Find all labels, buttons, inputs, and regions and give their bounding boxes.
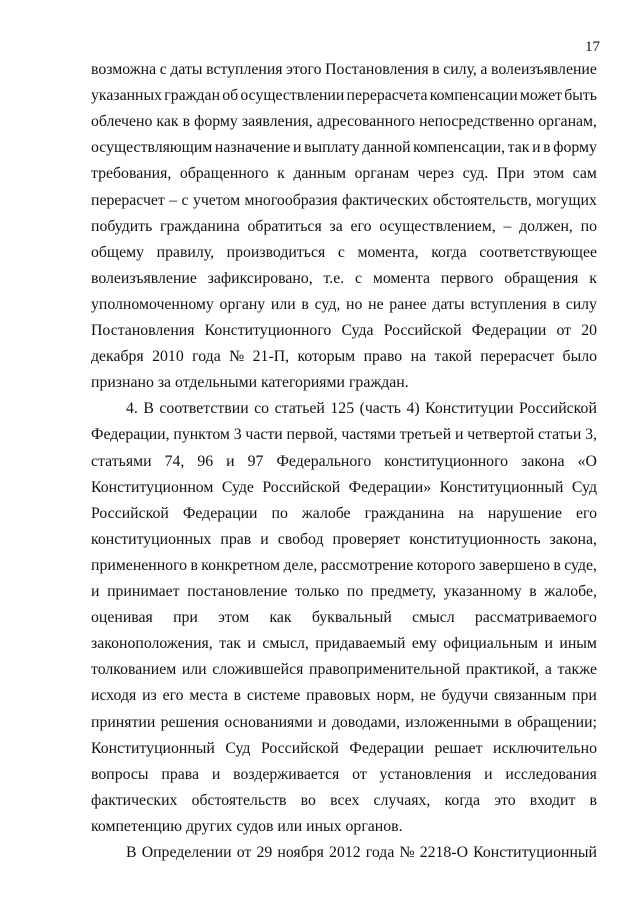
word: или bbox=[270, 295, 296, 313]
text-line: признано за отдельными категориями граждан. bbox=[91, 374, 409, 392]
word: иным bbox=[559, 635, 597, 653]
word: обстоятельств bbox=[191, 791, 287, 809]
word: 125 bbox=[330, 400, 355, 418]
word: исходя bbox=[91, 687, 137, 705]
word: в bbox=[529, 583, 537, 600]
word: доводами, bbox=[331, 713, 400, 731]
word: решает bbox=[434, 739, 483, 757]
word: его bbox=[350, 217, 372, 235]
word: прав bbox=[220, 530, 252, 548]
word: общему bbox=[91, 243, 145, 261]
word: этого bbox=[286, 61, 322, 78]
word: так bbox=[219, 635, 241, 653]
word: по bbox=[580, 217, 597, 235]
word: 29 bbox=[256, 844, 273, 861]
word: статьи bbox=[538, 426, 582, 444]
word: осуществлении bbox=[240, 87, 345, 105]
word: за bbox=[329, 217, 343, 235]
word: к bbox=[589, 269, 597, 287]
text-line bbox=[91, 83, 597, 109]
word: не bbox=[420, 687, 436, 705]
word: Суде bbox=[221, 478, 254, 496]
word: решения bbox=[160, 713, 219, 731]
word: правовых bbox=[306, 687, 371, 705]
word: по bbox=[346, 583, 364, 600]
word: когда bbox=[431, 243, 467, 261]
word: В bbox=[126, 844, 137, 861]
word: во bbox=[300, 791, 316, 809]
word: волеизъявление bbox=[91, 269, 197, 287]
word: Постановления bbox=[91, 322, 195, 339]
word: пунктом bbox=[173, 426, 230, 444]
text-line bbox=[91, 710, 597, 736]
word: и bbox=[454, 426, 464, 444]
word: Российской bbox=[262, 478, 341, 496]
word: от bbox=[352, 765, 367, 783]
word: даты bbox=[432, 295, 465, 313]
word: исследования bbox=[505, 765, 597, 783]
word: органам, bbox=[538, 113, 597, 131]
word: с bbox=[355, 269, 363, 287]
word: и bbox=[544, 635, 553, 653]
word: в bbox=[182, 113, 191, 131]
word: норм, bbox=[376, 687, 415, 705]
word: – bbox=[169, 191, 178, 209]
text-line bbox=[91, 579, 597, 605]
word: случаях, bbox=[373, 791, 431, 809]
word: в bbox=[543, 139, 551, 157]
text-line bbox=[91, 266, 597, 292]
word: ему bbox=[411, 635, 437, 653]
word: только bbox=[295, 583, 340, 600]
word: гражданина bbox=[160, 217, 240, 235]
word: при bbox=[173, 609, 198, 627]
word: гражданина bbox=[364, 504, 445, 522]
word: ноября bbox=[277, 844, 324, 861]
word: жалобе bbox=[301, 504, 351, 522]
word: компенсации bbox=[429, 87, 518, 105]
word: деле, bbox=[283, 556, 318, 574]
word: Федерации bbox=[182, 504, 258, 522]
word: будучи bbox=[441, 687, 489, 705]
word: и bbox=[211, 765, 221, 783]
word: ранее bbox=[389, 295, 427, 313]
word: В bbox=[143, 400, 154, 418]
word: исключительно bbox=[493, 739, 597, 757]
word: право bbox=[363, 348, 403, 366]
word: года bbox=[365, 844, 395, 861]
word: т.е. bbox=[323, 269, 345, 287]
text-line bbox=[91, 683, 597, 709]
word: компенсации, bbox=[413, 139, 506, 157]
word: конституционность bbox=[409, 530, 541, 548]
text-line bbox=[91, 449, 597, 475]
word: Конституционный bbox=[91, 739, 215, 757]
word: могущих bbox=[536, 191, 597, 209]
word: Федерального bbox=[276, 452, 372, 470]
word: с bbox=[159, 61, 167, 78]
word: в bbox=[552, 295, 560, 313]
word: 2010 bbox=[152, 348, 184, 366]
word: свобод bbox=[277, 530, 324, 548]
word: статьей bbox=[274, 400, 325, 418]
text-line bbox=[91, 736, 597, 762]
word: органу bbox=[219, 295, 266, 313]
word: данной bbox=[362, 139, 411, 157]
text-line bbox=[126, 396, 597, 422]
word: основаниями bbox=[224, 713, 313, 731]
word: и bbox=[532, 139, 541, 157]
text-line bbox=[91, 762, 597, 788]
word: его bbox=[162, 687, 184, 705]
word: в bbox=[301, 295, 309, 313]
word: через bbox=[417, 165, 455, 183]
word: такой bbox=[434, 348, 472, 366]
word: 2012 bbox=[329, 844, 361, 861]
word: сложившейся bbox=[212, 661, 304, 679]
word: фактических bbox=[342, 191, 429, 209]
word: когда bbox=[444, 791, 481, 809]
word: к bbox=[277, 165, 285, 183]
word: системе bbox=[246, 687, 301, 705]
word: связанным bbox=[493, 687, 567, 705]
word: граждан bbox=[164, 87, 221, 105]
word: требования, bbox=[91, 165, 172, 183]
word: оценивая bbox=[91, 609, 153, 627]
word: Российской bbox=[91, 504, 169, 522]
word: которым bbox=[297, 348, 356, 366]
word: органам bbox=[354, 165, 410, 183]
word: данным bbox=[293, 165, 346, 183]
word: вступления bbox=[470, 295, 547, 313]
word: 96 bbox=[197, 452, 214, 470]
word: осуществляющим bbox=[91, 139, 213, 157]
word: в bbox=[233, 687, 242, 705]
word: нарушение bbox=[487, 504, 562, 522]
word: постановление bbox=[187, 583, 288, 600]
word: частями bbox=[341, 426, 396, 444]
word: и bbox=[260, 530, 269, 548]
text-line bbox=[91, 631, 597, 657]
word: изложенными bbox=[405, 713, 500, 731]
word: его bbox=[575, 504, 597, 522]
word: это bbox=[494, 791, 516, 809]
word: но bbox=[346, 295, 363, 313]
word: многообразия bbox=[244, 191, 338, 209]
text-line bbox=[91, 422, 597, 448]
word: первой, bbox=[286, 426, 338, 444]
word: принятии bbox=[91, 713, 156, 731]
word: как bbox=[269, 609, 292, 627]
text-line bbox=[91, 318, 597, 344]
word: 4) bbox=[406, 400, 420, 418]
word: закона bbox=[521, 452, 565, 470]
word: 3, bbox=[585, 426, 597, 444]
word: 74, bbox=[164, 452, 185, 470]
word: Суда bbox=[341, 322, 374, 339]
word: Российской bbox=[519, 400, 597, 418]
word: волеизъявление bbox=[491, 61, 597, 78]
word: официальным bbox=[443, 635, 539, 653]
word: вопросы bbox=[91, 765, 149, 783]
word: рассмотрение bbox=[320, 556, 414, 574]
word: рассматриваемого bbox=[474, 609, 597, 627]
word: Федерации bbox=[349, 739, 424, 757]
word: по bbox=[271, 504, 288, 522]
text-line bbox=[91, 240, 597, 266]
word: третьей bbox=[399, 426, 452, 444]
word: обращенного bbox=[179, 165, 269, 183]
word: конституционных bbox=[91, 530, 212, 548]
word: с bbox=[337, 243, 345, 261]
word: части bbox=[245, 426, 283, 444]
word: уполномоченному bbox=[91, 295, 214, 313]
text-line bbox=[91, 109, 597, 135]
word: даты bbox=[170, 61, 203, 78]
word: Конституции bbox=[425, 400, 514, 418]
word: момента bbox=[372, 269, 430, 287]
word: в bbox=[553, 556, 561, 574]
word: фактических bbox=[91, 791, 178, 809]
word: облечено bbox=[91, 113, 153, 131]
page-number: 17 bbox=[585, 39, 600, 55]
word: обращении; bbox=[517, 713, 597, 731]
word: года bbox=[192, 348, 221, 366]
word: обращения bbox=[504, 269, 579, 287]
word: 20 bbox=[581, 322, 597, 339]
word: указанных bbox=[91, 87, 163, 105]
word: буквальный bbox=[311, 609, 392, 627]
word: При bbox=[496, 165, 525, 183]
word: и bbox=[91, 583, 100, 600]
word: Российской bbox=[383, 322, 462, 339]
word: на bbox=[410, 348, 427, 366]
word: учетом bbox=[192, 191, 241, 209]
word: при bbox=[572, 687, 597, 705]
word: воздерживается bbox=[233, 765, 340, 783]
word: непосредственно bbox=[419, 113, 535, 131]
word: – bbox=[503, 217, 512, 235]
word: момента, bbox=[357, 243, 419, 261]
word: выплату bbox=[304, 139, 360, 157]
word: толкованием bbox=[91, 661, 177, 679]
word: и bbox=[247, 635, 256, 653]
word: Конституционном bbox=[91, 478, 214, 496]
word: закона, bbox=[549, 530, 597, 548]
word: 3 bbox=[233, 426, 242, 444]
word: в bbox=[432, 61, 440, 78]
word: № bbox=[229, 348, 245, 366]
word: и bbox=[484, 765, 493, 783]
word: в bbox=[589, 791, 597, 809]
word: побудить bbox=[91, 217, 153, 235]
text-line bbox=[91, 788, 597, 814]
word: перерасчет bbox=[480, 348, 555, 366]
word: 2218-О bbox=[419, 844, 468, 861]
word: должен, bbox=[519, 217, 573, 235]
word: придаваемый bbox=[315, 635, 406, 653]
word: также bbox=[557, 661, 597, 679]
word: Федерации bbox=[471, 322, 547, 339]
word: быть bbox=[564, 87, 597, 105]
word: и bbox=[292, 139, 302, 157]
word: 4. bbox=[126, 400, 138, 418]
word: зафиксировано, bbox=[207, 269, 313, 287]
word: соответствующее bbox=[479, 243, 597, 261]
word: конституционного bbox=[384, 452, 509, 470]
word: а bbox=[480, 61, 488, 78]
word: № bbox=[399, 844, 415, 861]
word: обратиться bbox=[247, 217, 322, 235]
word: соответствии bbox=[159, 400, 249, 418]
word: законоположения, bbox=[91, 635, 213, 653]
word: так bbox=[507, 139, 530, 157]
word: Федерации, bbox=[91, 426, 170, 444]
text-line bbox=[91, 161, 597, 187]
word: от bbox=[236, 844, 252, 861]
word: со bbox=[254, 400, 270, 418]
word: Суд bbox=[225, 739, 251, 757]
word: а bbox=[544, 661, 552, 679]
text-line bbox=[91, 344, 597, 370]
text-line bbox=[91, 292, 597, 318]
word: производиться bbox=[226, 243, 326, 261]
text-line bbox=[91, 135, 597, 161]
word: осуществлением, bbox=[379, 217, 496, 235]
word: предмету, bbox=[370, 583, 437, 600]
word: от bbox=[556, 322, 572, 339]
word: входит bbox=[529, 791, 576, 809]
word: вступления bbox=[206, 61, 283, 78]
word: (часть bbox=[359, 400, 401, 418]
word: Конституционный bbox=[473, 844, 597, 861]
text-line bbox=[91, 527, 597, 553]
word: перерасчета bbox=[346, 87, 428, 105]
word: правилу, bbox=[156, 243, 215, 261]
word: Постановления bbox=[325, 61, 429, 78]
word: Суд bbox=[571, 478, 597, 496]
word: смысл, bbox=[262, 635, 309, 653]
word: принимает bbox=[107, 583, 180, 600]
word: возможна bbox=[91, 61, 157, 78]
word: силу bbox=[565, 295, 597, 313]
word: всех bbox=[330, 791, 360, 809]
word: декабря bbox=[91, 348, 144, 366]
text-line bbox=[91, 553, 597, 579]
text-line: компетенцию других судов или иных органов. bbox=[91, 817, 403, 835]
word: перерасчет bbox=[91, 191, 165, 209]
word: установления bbox=[379, 765, 472, 783]
word: жалобе, bbox=[544, 583, 597, 600]
word: силу, bbox=[443, 61, 477, 78]
word: Определении bbox=[141, 844, 232, 861]
word: суд. bbox=[462, 165, 489, 183]
word: места bbox=[189, 687, 228, 705]
word: или bbox=[181, 661, 207, 679]
word: проверяет bbox=[332, 530, 401, 548]
word: Конституционный bbox=[439, 478, 564, 496]
word: этом bbox=[218, 609, 250, 627]
word: адресованного bbox=[316, 113, 416, 131]
word: как bbox=[156, 113, 179, 131]
text-line bbox=[91, 605, 597, 631]
word: в bbox=[504, 713, 512, 731]
word: на bbox=[458, 504, 474, 522]
word: и bbox=[226, 452, 235, 470]
text-line bbox=[91, 475, 597, 501]
word: статьями bbox=[91, 452, 152, 470]
text-line bbox=[126, 840, 597, 866]
text-line bbox=[91, 57, 597, 83]
word: этом bbox=[533, 165, 565, 183]
word: 97 bbox=[247, 452, 264, 470]
word: в bbox=[190, 556, 198, 574]
text-line bbox=[91, 657, 597, 683]
word: форму bbox=[194, 113, 238, 131]
word: смысл bbox=[412, 609, 455, 627]
word: суд, bbox=[314, 295, 341, 313]
word: назначение bbox=[214, 139, 291, 157]
word: примененного bbox=[91, 556, 188, 574]
word: обстоятельств, bbox=[432, 191, 532, 209]
word: указанному bbox=[443, 583, 522, 600]
word: Российской bbox=[260, 739, 339, 757]
word: не bbox=[368, 295, 384, 313]
text-line bbox=[91, 501, 597, 527]
word: завершено bbox=[478, 556, 551, 574]
text-line bbox=[91, 188, 597, 214]
word: с bbox=[181, 191, 189, 209]
word: правоприменительной bbox=[309, 661, 461, 679]
word: было bbox=[562, 348, 597, 366]
word: форму bbox=[553, 139, 597, 157]
word: Федерации» bbox=[348, 478, 432, 496]
word: заявления, bbox=[241, 113, 313, 131]
word: практикой, bbox=[465, 661, 540, 679]
word: конкретном bbox=[201, 556, 281, 574]
word: «О bbox=[577, 452, 597, 470]
word: из bbox=[142, 687, 157, 705]
word: и bbox=[318, 713, 327, 731]
word: Конституционного bbox=[204, 322, 332, 339]
word: сам bbox=[572, 165, 597, 183]
word: которого bbox=[416, 556, 476, 574]
word: об bbox=[222, 87, 239, 105]
word: может bbox=[519, 87, 563, 105]
word: первого bbox=[440, 269, 494, 287]
word: четвертой bbox=[467, 426, 535, 444]
word: суде, bbox=[564, 556, 597, 574]
word: 21-П, bbox=[252, 348, 290, 366]
text-line bbox=[91, 214, 597, 240]
word: права bbox=[161, 765, 199, 783]
